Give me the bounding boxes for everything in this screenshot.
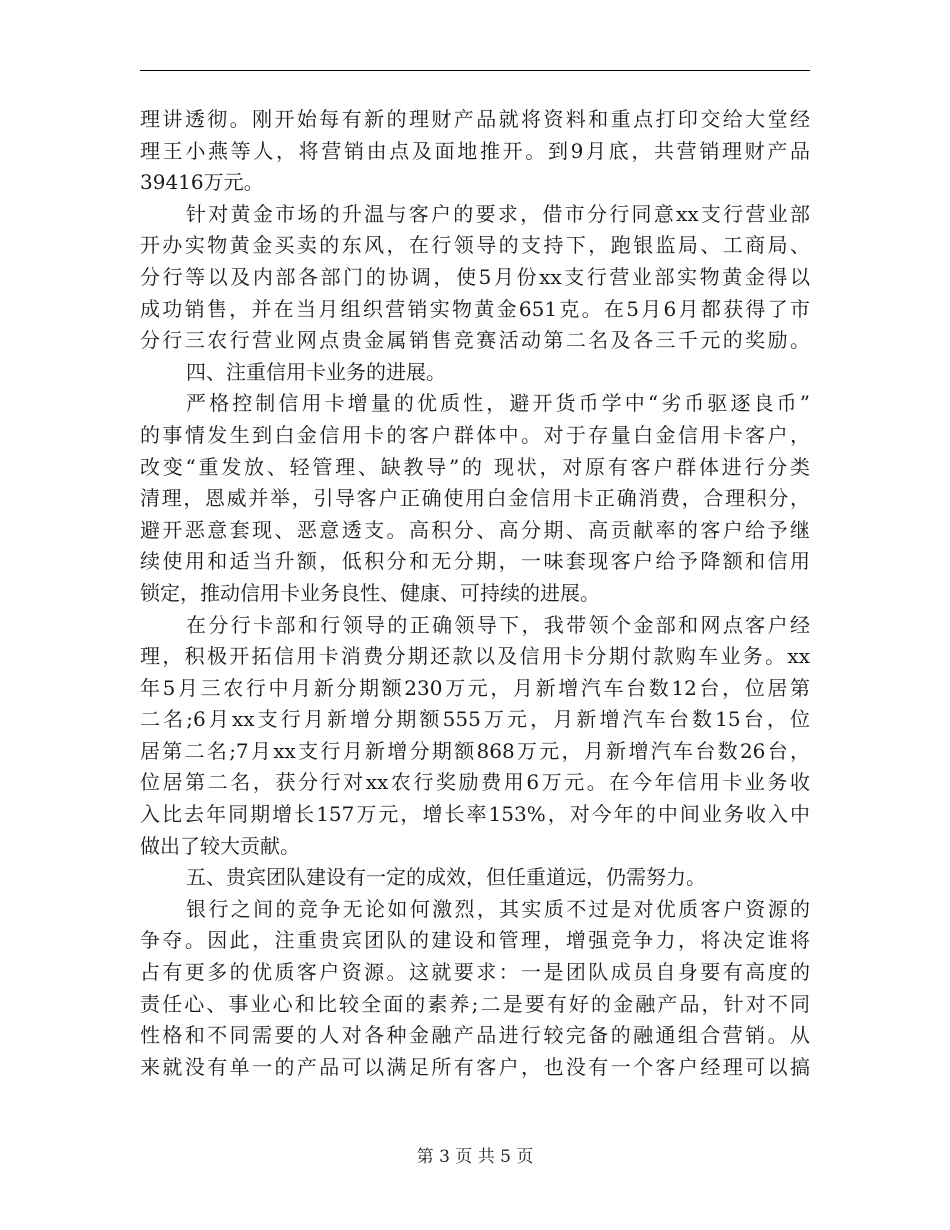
text-line: 严格控制信用卡增量的优质性，避开货币学中“劣币驱逐良币”: [186, 391, 810, 416]
text-line: 理，积极开拓信用卡消费分期还款以及信用卡分期付款购车业务。xx: [140, 644, 810, 669]
text-line: 39416万元。: [140, 170, 264, 195]
text-line: 入比去年同期增长157万元，增长率153%，对今年的中间业务收入中: [140, 802, 810, 827]
text-line: 改变“重发放、轻管理、缺教导”的 现状，对原有客户群体进行分类: [140, 454, 810, 479]
text-line: 年5月三农行中月新分期额230万元，月新增汽车台数12台，位居第: [140, 675, 810, 700]
text-line: 居第二名;7月xx支行月新增分期额868万元，月新增汽车台数26台，: [140, 738, 810, 763]
page-number: 第 3 页 共 5 页: [416, 1147, 534, 1167]
document-body: [140, 104, 810, 1083]
text-line: 位居第二名，获分行对xx农行奖励费用6万元。在今年信用卡业务收: [140, 770, 810, 795]
text-line: 来就没有单一的产品可以满足所有客户，也没有一个客户经理可以搞: [140, 1054, 810, 1079]
text-line: 针对黄金市场的升温与客户的要求，借市分行同意xx支行营业部: [186, 201, 810, 226]
text-line: 避开恶意套现、恶意透支。高积分、高分期、高贡献率的客户给予继: [140, 517, 810, 542]
text-line: 争夺。因此，注重贵宾团队的建设和管理，增强竞争力，将决定谁将: [140, 928, 810, 953]
text-line: 锁定，推动信用卡业务良性、健康、可持续的进展。: [140, 580, 600, 605]
text-line: 理王小燕等人，将营销由点及面地推开。到9月底，共营销理财产品: [140, 138, 810, 163]
text-line: 做出了较大贡献。: [140, 833, 300, 858]
text-line: 占有更多的优质客户资源。这就要求：一是团队成员自身要有高度的: [140, 960, 810, 985]
header-rule: [140, 70, 810, 71]
text-line: 银行之间的竞争无论如何激烈，其实质不过是对优质客户资源的: [186, 896, 810, 921]
text-line: 二名;6月xx支行月新增分期额555万元，月新增汽车台数15台，位: [140, 707, 810, 732]
text-line: 开办实物黄金买卖的东风，在行领导的支持下，跑银监局、工商局、: [140, 233, 810, 258]
text-line: 性格和不同需要的人对各种金融产品进行较完备的融通组合营销。从: [140, 1023, 810, 1048]
text-line: 四、注重信用卡业务的进展。: [186, 359, 446, 384]
text-line: 在分行卡部和行领导的正确领导下，我带领个金部和网点客户经: [186, 612, 810, 637]
text-line: 理讲透彻。刚开始每有新的理财产品就将资料和重点打印交给大堂经: [140, 107, 810, 131]
text-line: 分行等以及内部各部门的协调，使5月份xx支行营业部实物黄金得以: [140, 264, 810, 289]
text-line: 分行三农行营业网点贵金属销售竞赛活动第二名及各三千元的奖励。: [140, 328, 810, 353]
text-line: 续使用和适当升额，低积分和无分期，一味套现客户给予降额和信用: [140, 549, 810, 574]
text-line: 五、贵宾团队建设有一定的成效，但任重道远，仍需努力。: [186, 865, 706, 890]
text-line: 清理，恩威并举，引导客户正确使用白金信用卡正确消费，合理积分，: [140, 486, 810, 511]
text-line: 成功销售，并在当月组织营销实物黄金651克。在5月6月都获得了市: [140, 296, 810, 321]
text-line: 的事情发生到白金信用卡的客户群体中。对于存量白金信用卡客户，: [140, 422, 810, 447]
text-line: 责任心、事业心和比较全面的素养;二是要有好的金融产品，针对不同: [140, 991, 810, 1016]
